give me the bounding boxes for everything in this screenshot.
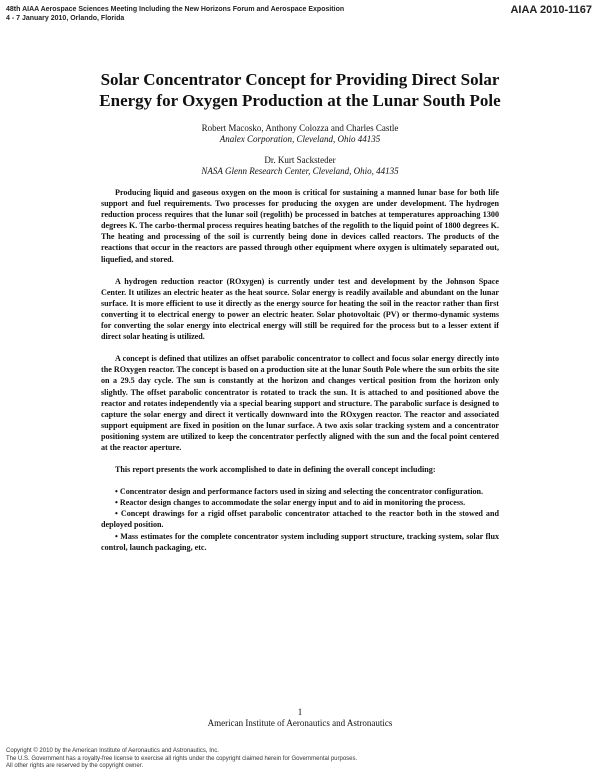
abstract-body xyxy=(101,187,499,553)
conference-header xyxy=(6,5,426,23)
body-paragraph: A concept is defined that utilizes an offset parabolic concentrator to collect and focus solar energy directly into the ROxygen reactor. The concept is based on a production site at the lunar South Pole where the sun orbits the site on a 29.5 day cycle. The sun is constantly at the horizon and changes vertical position from the horizon only slightly. The offset parabolic concentrator is rotated to track the sun. It is attached to and positioned above the reactor and rotates independently via a special bearing support and structure. The parabolic surface is designed to capture the solar energy and direct it vertically downward into the ROxygen reactor. The reactor and associated support equipment are fixed in position on the lunar surface. A two axis solar tracking system and a concentrator positioning system are utilized to keep the concentrator perfectly aligned with the sun and the focal point centered at the reactor aperture. xyxy=(101,354,499,452)
bullet-item: • Concept drawings for a rigid offset parabolic concentrator attached to the reactor both in the stowed and deployed position. xyxy=(101,509,499,530)
author-affiliation: Analex Corporation, Cleveland, Ohio 44135 xyxy=(219,134,381,144)
body-paragraph: This report presents the work accomplished to date in defining the overall concept including: xyxy=(115,465,436,475)
paper-id: AIAA 2010-1167 xyxy=(510,4,592,16)
body-paragraph: A hydrogen reduction reactor (ROxygen) is currently under test and development by the Johnson Space Center. It utilizes an electric heater as the heat source. Solar energy is readily available and abundant on the lunar surface. It is more efficient to use it directly as the energy source for heating the soil in the reactor rather than first converting it to electrical energy to power an electric heater. Solar photovoltaic (PV) or thermo-dynamic systems for converting the solar energy into electrical energy will still be required for the process but to a lesser extent if direct solar heating is utilized. xyxy=(101,276,499,342)
copyright-line: Copyright © 2010 by the American Institute of Aeronautics and Astronautics, Inc. xyxy=(6,748,219,754)
conference-dates: 4 - 7 January 2010, Orlando, Florida xyxy=(6,15,125,22)
author-names: Dr. Kurt Sacksteder xyxy=(264,155,336,165)
author-block xyxy=(40,123,560,177)
organization-name: American Institute of Aeronautics and Astronautics xyxy=(207,718,393,728)
conference-line: 48th AIAA Aerospace Sciences Meeting Including the New Horizons Forum and Aerospace Exposition xyxy=(6,6,345,13)
copyright-line: All other rights are reserved by the copyright owner. xyxy=(6,763,144,769)
author-affiliation: NASA Glenn Research Center, Cleveland, Ohio, 44135 xyxy=(201,166,399,176)
copyright-notice xyxy=(6,748,566,771)
bullet-item: • Mass estimates for the complete concentrator system including support structure, tracking system, solar flux control, launch packaging, etc. xyxy=(101,531,499,552)
bullet-item: • Concentrator design and performance factors used in sizing and selecting the concentrator configuration. xyxy=(115,487,484,497)
title-line: Solar Concentrator Concept for Providing Direct Solar xyxy=(100,70,500,89)
page-number: 1 xyxy=(297,707,303,717)
page-footer xyxy=(0,707,600,729)
copyright-line: The U.S. Government has a royalty-free license to exercise all rights under the copyright claimed herein for Governmental purposes. xyxy=(6,755,358,762)
bullet-item: • Reactor design changes to accommodate the solar energy input and to aid in monitoring the process. xyxy=(115,498,466,508)
paper-title xyxy=(40,69,560,111)
body-paragraph: Producing liquid and gaseous oxygen on the moon is critical for sustaining a manned lunar base for both life support and fuel requirements. Two processes for producing the oxygen are under development. The hydrogen reduction process requires that the lunar soil (regolith) be processed in batches at temperatures approaching 1300 degrees K. The carbo-thermal process requires heating batches of the regolith to the liquid point of 1800 degrees K. The heating and processing of the soil is currently being done in devices called reactors. The products of the reactions that occur in the reactors are passed through other equipment where oxygen is ultimately separated out, liquefied, and stored. xyxy=(101,188,499,264)
title-line: Energy for Oxygen Production at the Lunar South Pole xyxy=(99,91,501,110)
author-names: Robert Macosko, Anthony Colozza and Charles Castle xyxy=(201,123,399,133)
